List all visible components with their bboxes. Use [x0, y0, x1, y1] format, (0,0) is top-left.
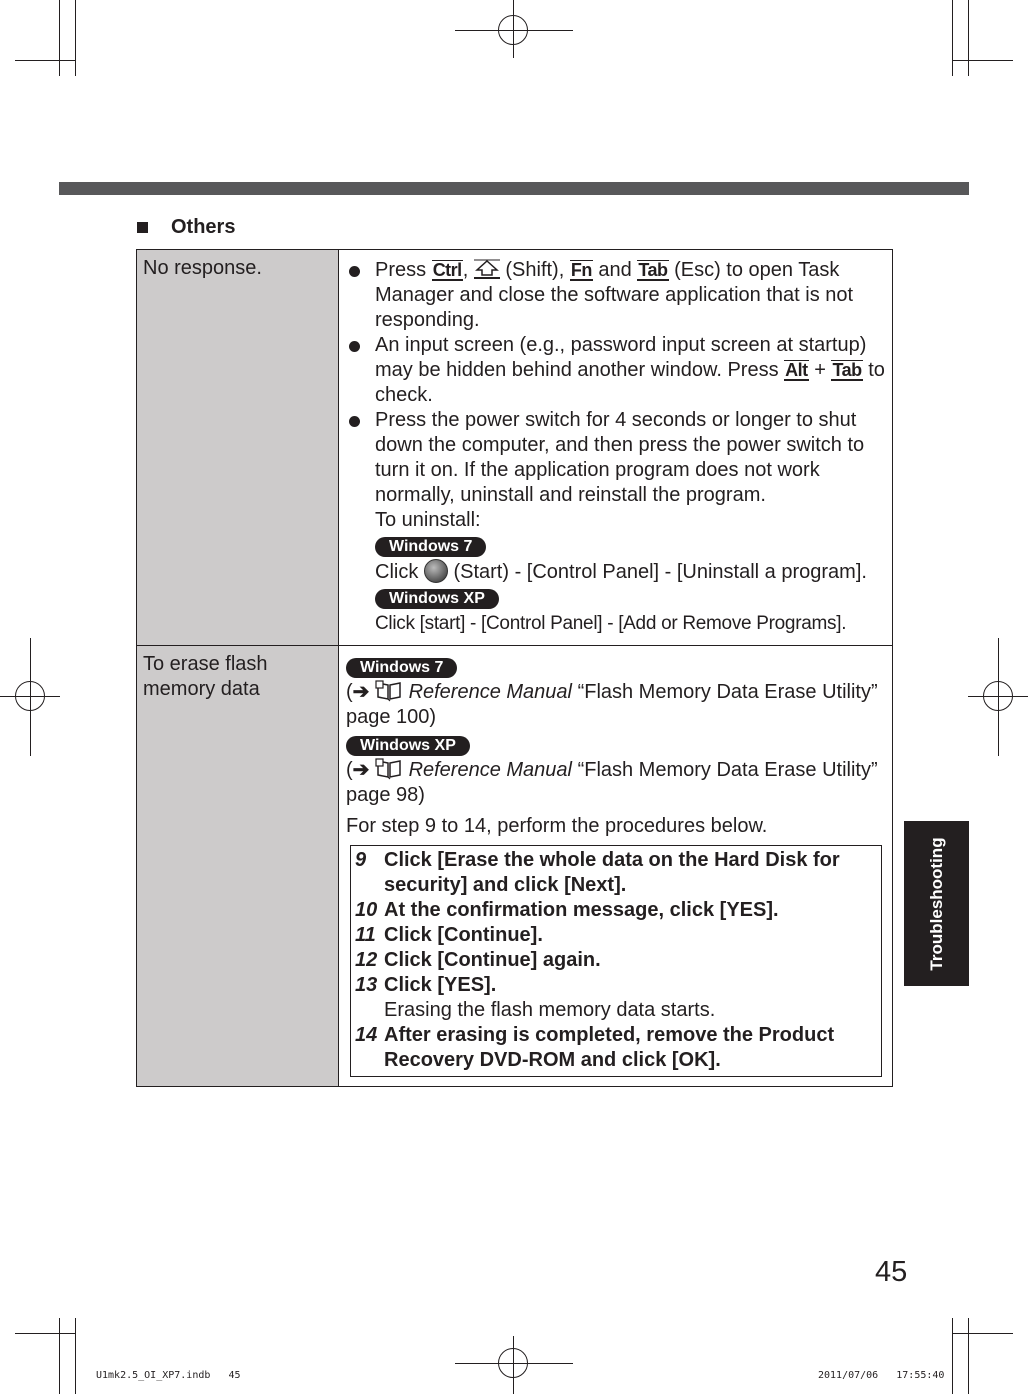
solution-cell	[339, 646, 893, 1087]
problem-text: To erase flash memory data	[143, 653, 268, 700]
solution-cell	[339, 250, 893, 646]
manual-book-icon	[375, 758, 403, 780]
list-item: 9 Click [Erase the whole data on the Hard Disk for security] and click [Next].	[355, 849, 840, 896]
square-bullet-icon	[137, 222, 148, 233]
problem-cell	[137, 250, 339, 646]
procedure-intro: For step 9 to 14, perform the procedures below.	[346, 815, 768, 837]
list-item: 13 Click [YES]. Erasing the flash memory data starts.	[355, 974, 716, 1021]
table-row	[137, 250, 893, 646]
bullet-icon	[349, 341, 360, 352]
chapter-tab-label: Troubleshooting	[926, 836, 946, 971]
list-item: An input screen (e.g., password input screen at startup) may be hidden behind another window. Press Alt + Tab to check.	[346, 333, 886, 408]
tab-key: Tab	[638, 260, 668, 280]
steps-box	[350, 845, 882, 1077]
page-number: 45	[875, 1256, 908, 1288]
arrow-icon: ➔	[352, 759, 370, 781]
tab-key: Tab	[832, 360, 862, 380]
list-item: 11 Click [Continue].	[355, 924, 543, 946]
reference-line: (➔ Reference Manual “Flash Memory Data Erase Utility” page 98)	[346, 759, 878, 806]
problem-text: No response.	[143, 257, 262, 279]
bullet-icon	[349, 416, 360, 427]
fn-key: Fn	[570, 260, 592, 280]
shift-key-icon	[474, 259, 500, 279]
footer-filename: U1mk2.5_OI_XP7.indb 45	[96, 1370, 241, 1381]
windows-7-badge: Windows 7	[375, 537, 486, 557]
windows-xp-badge: Windows XP	[346, 736, 470, 756]
ctrl-key: Ctrl	[432, 260, 462, 280]
alt-key: Alt	[785, 360, 808, 380]
list-item: Press Ctrl, (Shift), Fn and Tab (Esc) to open Task Manager and close the software application that is not responding.	[346, 258, 886, 333]
list-item: 10 At the confirmation message, click [YES].	[355, 899, 779, 921]
section-title: Others	[171, 216, 236, 238]
windows-xp-badge: Windows XP	[375, 589, 499, 609]
chapter-tab	[904, 821, 969, 986]
manual-book-icon	[375, 680, 403, 702]
troubleshooting-table	[136, 249, 893, 1087]
list-item: Press the power switch for 4 seconds or longer to shut down the computer, and then press the power switch to turn it on. If the application program does not work normally, uninstall and reinstall the program. To uninstall: Windows 7 Click (Start) - [Control Panel] - [Uninstall a program]. Windows XP Click [start] - [Control Panel] - [Add or Remove Programs].	[346, 408, 886, 636]
table-row	[137, 646, 893, 1087]
list-item: 12 Click [Continue] again.	[355, 949, 601, 971]
section-heading	[137, 216, 235, 239]
bullet-icon	[349, 266, 360, 277]
solution-list	[346, 258, 886, 636]
arrow-icon: ➔	[352, 681, 370, 703]
windows-7-badge: Windows 7	[346, 658, 457, 678]
header-rule	[59, 182, 969, 195]
reference-line: (➔ Reference Manual “Flash Memory Data Erase Utility” page 100)	[346, 681, 878, 728]
problem-cell	[137, 646, 339, 1087]
start-button-icon	[424, 559, 448, 583]
list-item: 14 After erasing is completed, remove the Product Recovery DVD-ROM and click [OK].	[355, 1024, 835, 1071]
footer-timestamp: 2011/07/06 17:55:40	[818, 1370, 945, 1381]
